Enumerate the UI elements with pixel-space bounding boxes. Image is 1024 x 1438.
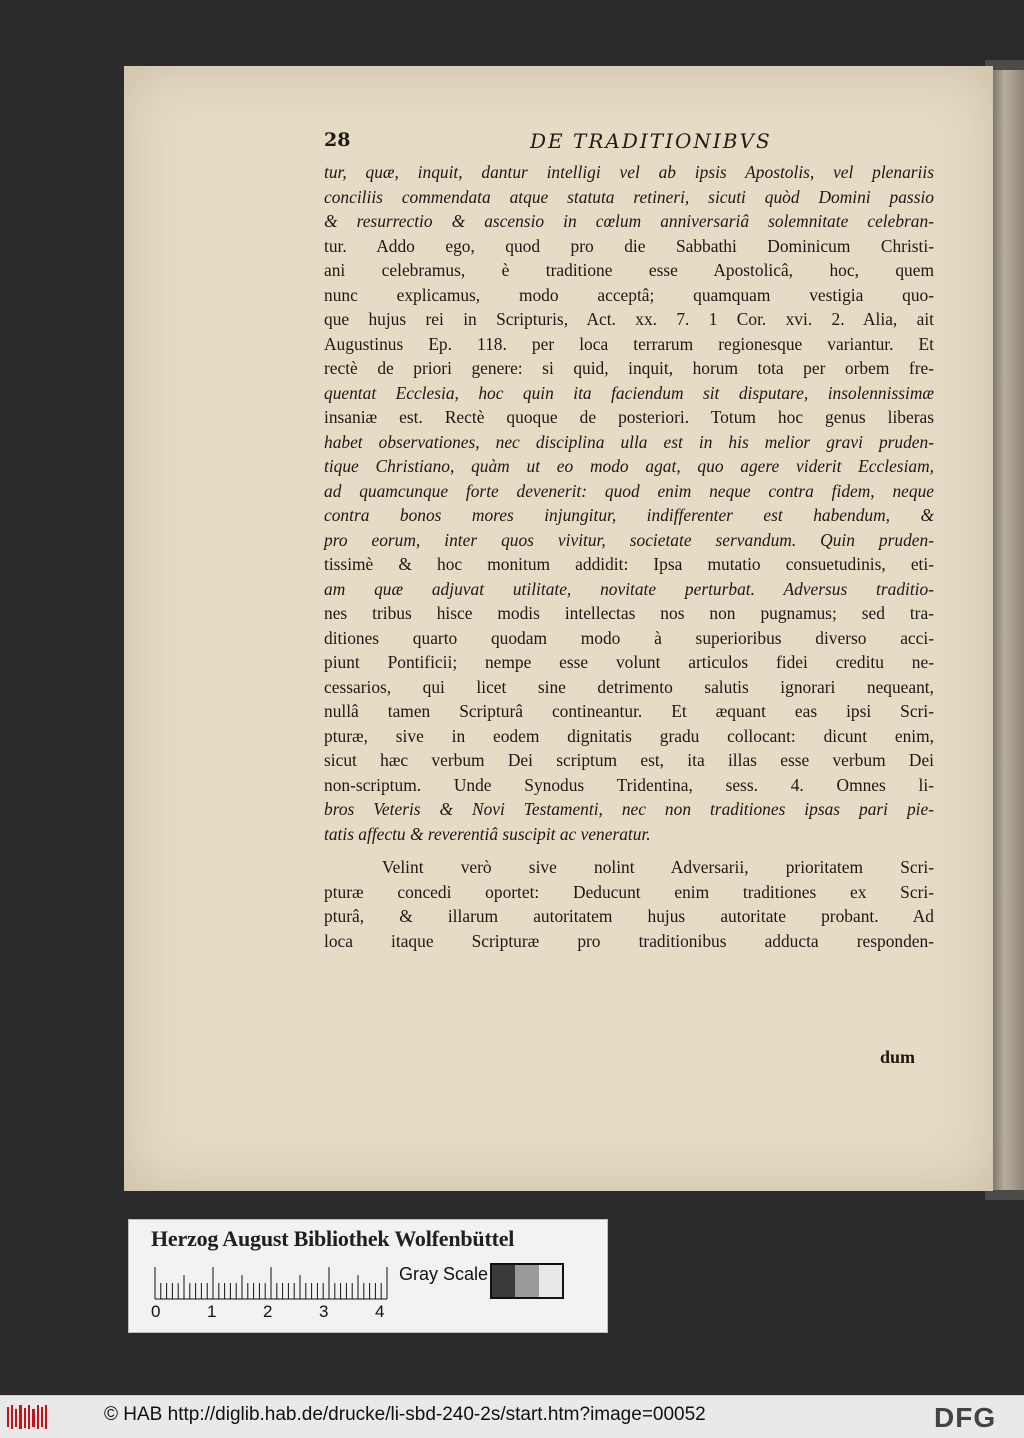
- ruler-ticks: [153, 1265, 393, 1301]
- footer-url: © HAB http://diglib.hab.de/drucke/li-sbd-240-2s/start.htm?image=00052: [104, 1404, 706, 1425]
- text-line: loca itaque Scripturæ pro traditionibus adducta responden-: [324, 930, 934, 951]
- text-line: nullâ tamen Scripturâ contineantur. Et æquant eas ipsi Scri-: [324, 701, 934, 721]
- text-line: conciliis commendata atque statuta retineri, sicuti quòd Domini passio: [324, 186, 934, 207]
- library-name: Herzog August Bibliothek Wolfenbüttel: [151, 1226, 515, 1251]
- ruler-number: 1: [207, 1302, 217, 1321]
- text-line: tur. Addo ego, quod pro die Sabbathi Dominicum Christi-: [324, 235, 934, 256]
- gray-scale-label: Gray Scale: [399, 1264, 489, 1284]
- text-line: tatis affectu & reverentiâ suscipit ac veneratur.: [324, 823, 651, 844]
- text-line: tique Christiano, quàm ut eo modo agat, quo agere viderit Ecclesiam,: [324, 456, 934, 476]
- text-line: sicut hæc verbum Dei scriptum est, ita illas esse verbum Dei: [324, 750, 934, 770]
- body-text: [324, 160, 934, 953]
- text-line: Augustinus Ep. 118. per loca terrarum regionesque variantur. Et: [324, 333, 934, 354]
- text-line: non-scriptum. Unde Synodus Tridentina, sess. 4. Omnes li-: [324, 774, 934, 795]
- text-line: ani celebramus, è traditione esse Apostolicâ, hoc, quem: [324, 260, 934, 280]
- text-line: quentat Ecclesia, hoc quin ita faciendum sit disputare, insolennissimæ: [324, 382, 934, 403]
- ruler-number: 2: [263, 1302, 273, 1321]
- footer-bar: [0, 1395, 1024, 1438]
- ruler-number: 0: [151, 1302, 161, 1321]
- text-line: & resurrectio & ascensio in cœlum anniversariâ solemnitate celebran-: [324, 211, 934, 231]
- text-line: tur, quæ, inquit, dantur intelligi vel ab ipsis Apostolis, vel plenariis: [324, 162, 934, 182]
- gray-swatch-mid: [515, 1265, 538, 1297]
- text-line: pturâ, & illarum autoritatem hujus autoritate probant. Ad: [324, 906, 934, 926]
- ruler-number: 4: [375, 1302, 385, 1321]
- page-number: 28: [324, 129, 351, 151]
- text-line: pturæ concedi oportet: Deducunt enim traditiones ex Scri-: [324, 881, 934, 902]
- catchword: dum: [880, 1047, 916, 1067]
- text-line: nes tribus hisce modis intellectas nos non pugnamus; sed tra-: [324, 603, 934, 623]
- text-line: habet observationes, nec disciplina ulla est in his melior gravi pruden-: [324, 431, 934, 452]
- text-line: que hujus rei in Scripturis, Act. xx. 7. 1 Cor. xvi. 2. Alia, ait: [324, 309, 934, 329]
- text-line: rectè de priori genere: si quid, inquit, horum tota per orbem fre-: [324, 358, 934, 378]
- ruler: [153, 1265, 393, 1305]
- gray-swatch-dark: [492, 1265, 515, 1297]
- running-head: [324, 129, 934, 159]
- dfg-logo: DFG: [934, 1402, 997, 1433]
- adjacent-page-sliver: [992, 70, 1024, 1190]
- text-line: cessarios, qui licet sine detrimento salutis ignorari nequeant,: [324, 676, 934, 697]
- running-title: DE TRADITIONIBVS: [530, 129, 772, 153]
- text-line: pro eorum, inter quos vivitur, societate servandum. Quin pruden-: [324, 529, 934, 550]
- text-line: nunc explicamus, modo acceptâ; quamquam vestigia quo-: [324, 284, 934, 305]
- gray-swatch-light: [539, 1265, 562, 1297]
- ruler-number: 3: [319, 1302, 329, 1321]
- text-line: piunt Pontificii; nempe esse volunt articulos fidei creditu ne-: [324, 652, 934, 672]
- gray-scale-swatches: [490, 1263, 564, 1299]
- text-line: contra bonos mores injungitur, indifferenter est habendum, &: [324, 505, 934, 525]
- text-line: bros Veteris & Novi Testamenti, nec non traditiones ipsas pari pie-: [324, 799, 934, 819]
- text-line: pturæ, sive in eodem dignitatis gradu collocant: dicunt enim,: [324, 725, 934, 746]
- text-line: ad quamcunque forte devenerit: quod enim neque contra fidem, neque: [324, 480, 934, 501]
- text-line: tissimè & hoc monitum addidit: Ipsa mutatio consuetudinis, eti-: [324, 554, 934, 574]
- text-line: Velint verò sive nolint Adversarii, prioritatem Scri-: [382, 857, 934, 877]
- text-line: ditiones quarto quodam modo à superioribus diverso acci-: [324, 627, 934, 648]
- library-color-card: [128, 1219, 608, 1333]
- text-line: insaniæ est. Rectè quoque de posteriori. Totum hoc genus liberas: [324, 407, 934, 427]
- hab-barcode-icon: [6, 1403, 48, 1431]
- text-line: am quæ adjuvat utilitate, novitate perturbat. Adversus traditio-: [324, 578, 934, 599]
